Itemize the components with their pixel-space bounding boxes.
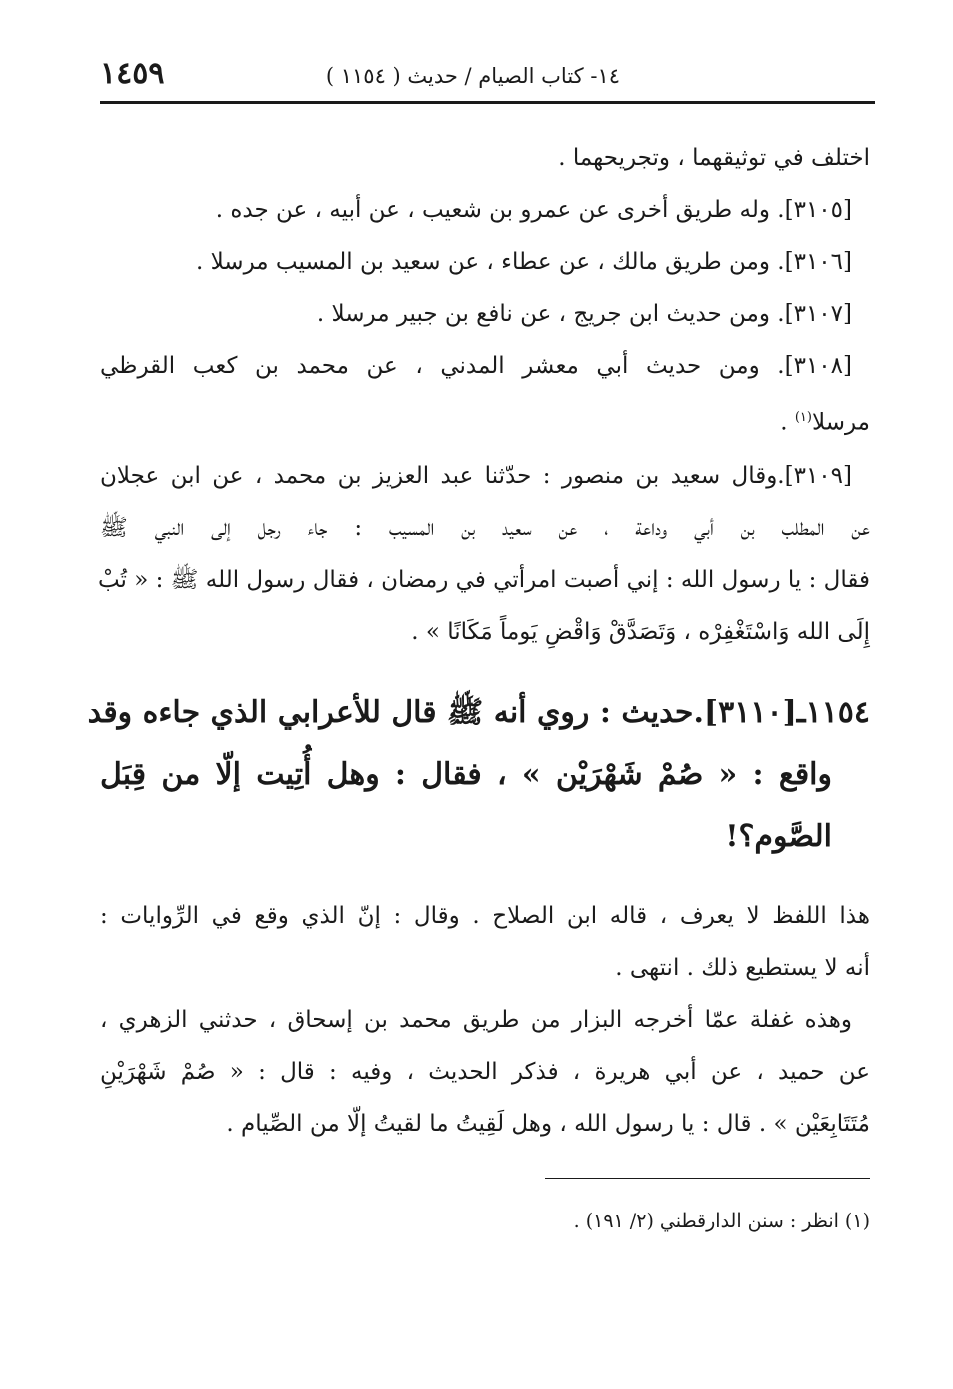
text-line: فقال : يا رسول الله : إني أصبت امرأتي في رمضان ، فقال رسول الله ﷺ : « تُبْ <box>97 567 870 593</box>
footnote-marker: (١) <box>794 410 812 425</box>
text-line: [٣١٠٩].وقال سعيد بن منصور : حدّثنا عبد العزيز بن محمد ، عن ابن عجلان <box>100 463 852 489</box>
footnote: (١) انظر : سنن الدارقطني (٢/ ١٩١) . <box>573 1210 870 1232</box>
text-line: أنه لا يستطيع ذلك . انتهى . <box>615 955 870 981</box>
text-line: عن المطلب بن أبي وداعة ، عن سعيد بن المسيب : جاء رجل إلى النبي ﷺ <box>100 515 870 541</box>
footnote-rule <box>545 1178 870 1179</box>
narration-3109 <box>97 450 870 658</box>
narration-3107: [٣١٠٧]. ومن حديث ابن جريج ، عن نافع بن جبير مرسلا . <box>316 301 852 327</box>
narrations-block <box>100 132 870 444</box>
heading-line: ١١٥٤ـ[٣١١٠].حديث : روي أنه ﷺ قال للأعرابي الذي جاءه وقد <box>87 695 870 730</box>
text-line: هذا اللفظ لا يعرف ، قاله ابن الصلاح . وقال : إنّ الذي وقع في الرِّوايات : <box>100 903 870 929</box>
text-line: مُتَتَابِعَيْن » . قال : يا رسول الله ، وهل لَقِيتُ ما لقيتُ إلّا من الصِّيام . <box>226 1111 870 1137</box>
narration-3108: [٣١٠٨]. ومن حديث أبي معشر المدني ، عن محمد بن كعب القرظي <box>100 353 852 379</box>
narration-3106: [٣١٠٦]. ومن طريق مالك ، عن عطاء ، عن سعيد بن المسيب مرسلا . <box>195 249 852 275</box>
text-line: وهذه غفلة عمّا أخرجه البزار من طريق محمد بن إسحاق ، حدثني الزهري ، <box>100 1007 852 1033</box>
mursal-word: مرسلا <box>811 409 870 436</box>
page-number: ١٤٥٩ <box>100 56 165 91</box>
running-title: ١٤- كتاب الصيام / حديث ( ١١٥٤ ) <box>325 64 620 88</box>
hadith-1154-heading <box>87 682 870 868</box>
narration-3108-continued <box>100 392 870 444</box>
narration-3105: [٣١٠٥]. وله طريق أخرى عن عمرو بن شعيب ، عن أبيه ، عن جده . <box>215 197 852 223</box>
page-header <box>100 54 875 98</box>
text-line: إِلَى الله وَاسْتَغْفِرْه ، وَتَصَدَّقْ وَاقْضِ يَوماً مَكَانًا » . <box>411 619 870 645</box>
heading-line: الصَّوم؟! <box>725 819 832 854</box>
header-rule <box>100 101 875 104</box>
text-line: عن حميد ، عن أبي هريرة ، فذكر الحديث ، وفيه : قال : « صُمْ شَهْرَيْنِ <box>100 1059 870 1085</box>
commentary-block <box>100 890 870 1150</box>
line-tail: . <box>780 409 795 436</box>
heading-line: واقع : « صُمْ شَهْرَيْن » ، فقال : وهل أُتِيت إلّا من قِبَل <box>100 757 832 792</box>
text-line: اختلف في توثيقهما ، وتجريحهما . <box>558 145 870 171</box>
